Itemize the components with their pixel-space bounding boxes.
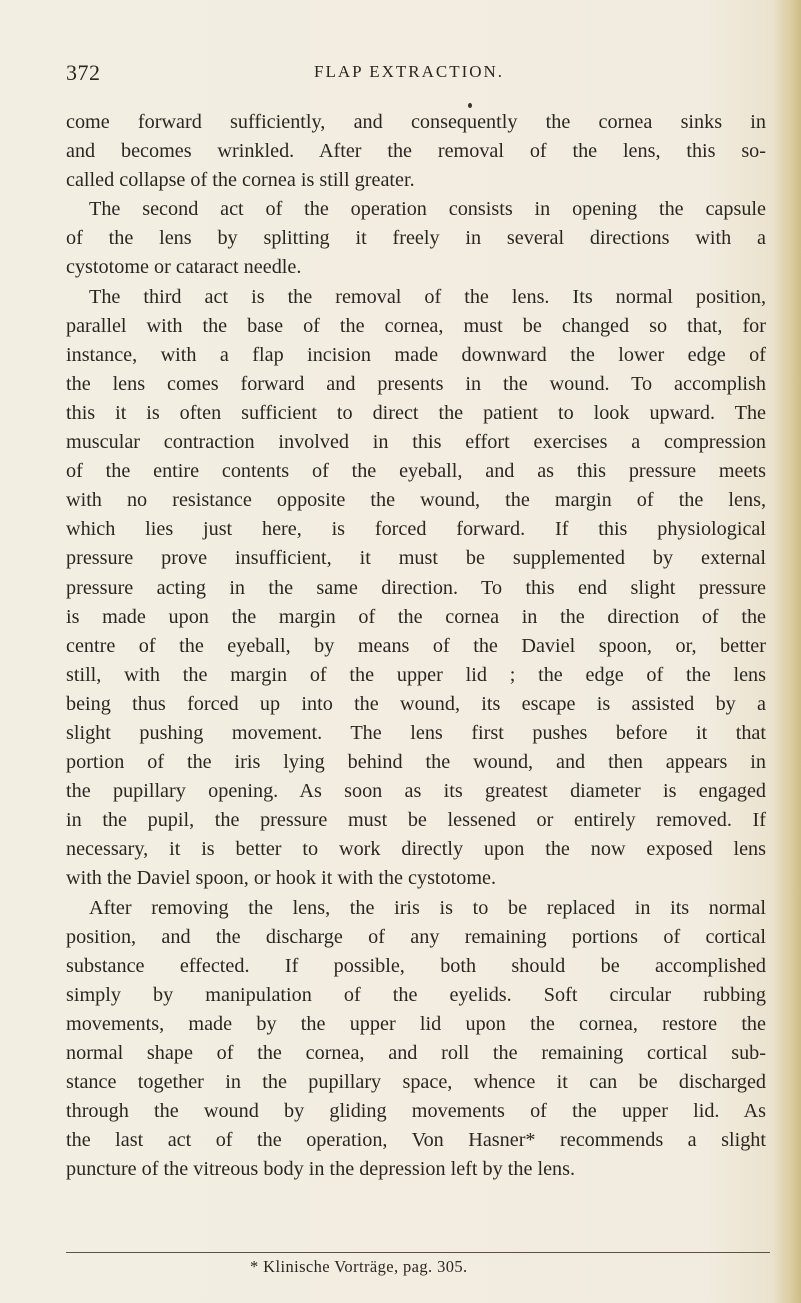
text-line: being thus forced up into the wound, its escape is assisted by a <box>66 692 766 715</box>
page-edge-shading <box>773 0 801 1303</box>
footnote-divider <box>66 1252 770 1253</box>
text-line: cystotome or cataract needle. <box>66 256 302 279</box>
page-header <box>66 60 766 86</box>
text-line: the pupillary opening. As soon as its greatest diameter is engaged <box>66 780 766 803</box>
text-line: movements, made by the upper lid upon the cornea, restore the <box>66 1012 766 1035</box>
text-line: parallel with the base of the cornea, must be changed so that, for <box>66 314 766 337</box>
text-line: of the entire contents of the eyeball, and as this pressure meets <box>66 460 766 483</box>
text-line: the last act of the operation, Von Hasner* recommends a slight <box>66 1129 766 1152</box>
text-line: muscular contraction involved in this effort exercises a compression <box>66 431 766 454</box>
text-line: The third act is the removal of the lens. Its normal position, <box>89 285 766 308</box>
text-line: still, with the margin of the upper lid ; the edge of the lens <box>66 663 766 686</box>
text-line: through the wound by gliding movements of the upper lid. As <box>66 1100 766 1123</box>
body-text <box>66 108 766 1184</box>
text-line: which lies just here, is forced forward. If this physiological <box>66 518 766 541</box>
text-line: pressure prove insufficient, it must be supplemented by external <box>66 547 766 570</box>
text-line: with the Daviel spoon, or hook it with the cystotome. <box>66 867 497 890</box>
text-line: called collapse of the cornea is still greater. <box>66 169 415 192</box>
text-line: substance effected. If possible, both should be accomplished <box>66 954 766 977</box>
text-line: is made upon the margin of the cornea in the direction of the <box>66 605 766 628</box>
text-line: position, and the discharge of any remaining portions of cortical <box>66 925 766 948</box>
text-line: of the lens by splitting it freely in several directions with a <box>66 227 766 250</box>
footnote: * Klinische Vorträge, pag. 305. <box>250 1257 468 1276</box>
text-line: necessary, it is better to work directly upon the now exposed lens <box>66 838 766 861</box>
text-line: with no resistance opposite the wound, the margin of the lens, <box>66 489 766 512</box>
text-line: in the pupil, the pressure must be lessened or entirely removed. If <box>66 809 766 832</box>
text-line: instance, with a flap incision made downward the lower edge of <box>66 343 766 366</box>
text-line: After removing the lens, the iris is to be replaced in its normal <box>89 896 766 919</box>
page-number: 372 <box>66 60 101 85</box>
text-line: simply by manipulation of the eyelids. Soft circular rubbing <box>66 983 766 1006</box>
text-line: normal shape of the cornea, and roll the remaining cortical sub- <box>66 1042 766 1064</box>
text-line: pressure acting in the same direction. To this end slight pressure <box>66 576 766 599</box>
text-line: The second act of the operation consists in opening the capsule <box>89 198 766 221</box>
text-line: centre of the eyeball, by means of the Daviel spoon, or, better <box>66 634 766 657</box>
text-line: the lens comes forward and presents in the wound. To accomplish <box>66 372 766 395</box>
text-line: puncture of the vitreous body in the depression left by the lens. <box>66 1158 576 1181</box>
text-line: this it is often sufficient to direct the patient to look upward. The <box>66 401 766 424</box>
text-line: stance together in the pupillary space, whence it can be discharged <box>66 1071 766 1094</box>
text-line: portion of the iris lying behind the wound, and then appears in <box>66 751 766 774</box>
running-head: FLAP EXTRACTION. <box>314 62 505 81</box>
text-line: come forward sufficiently, and consequently the cornea sinks in <box>66 111 766 133</box>
text-line: slight pushing movement. The lens first pushes before it that <box>66 721 766 744</box>
text-line: and becomes wrinkled. After the removal of the lens, this so- <box>66 140 766 163</box>
